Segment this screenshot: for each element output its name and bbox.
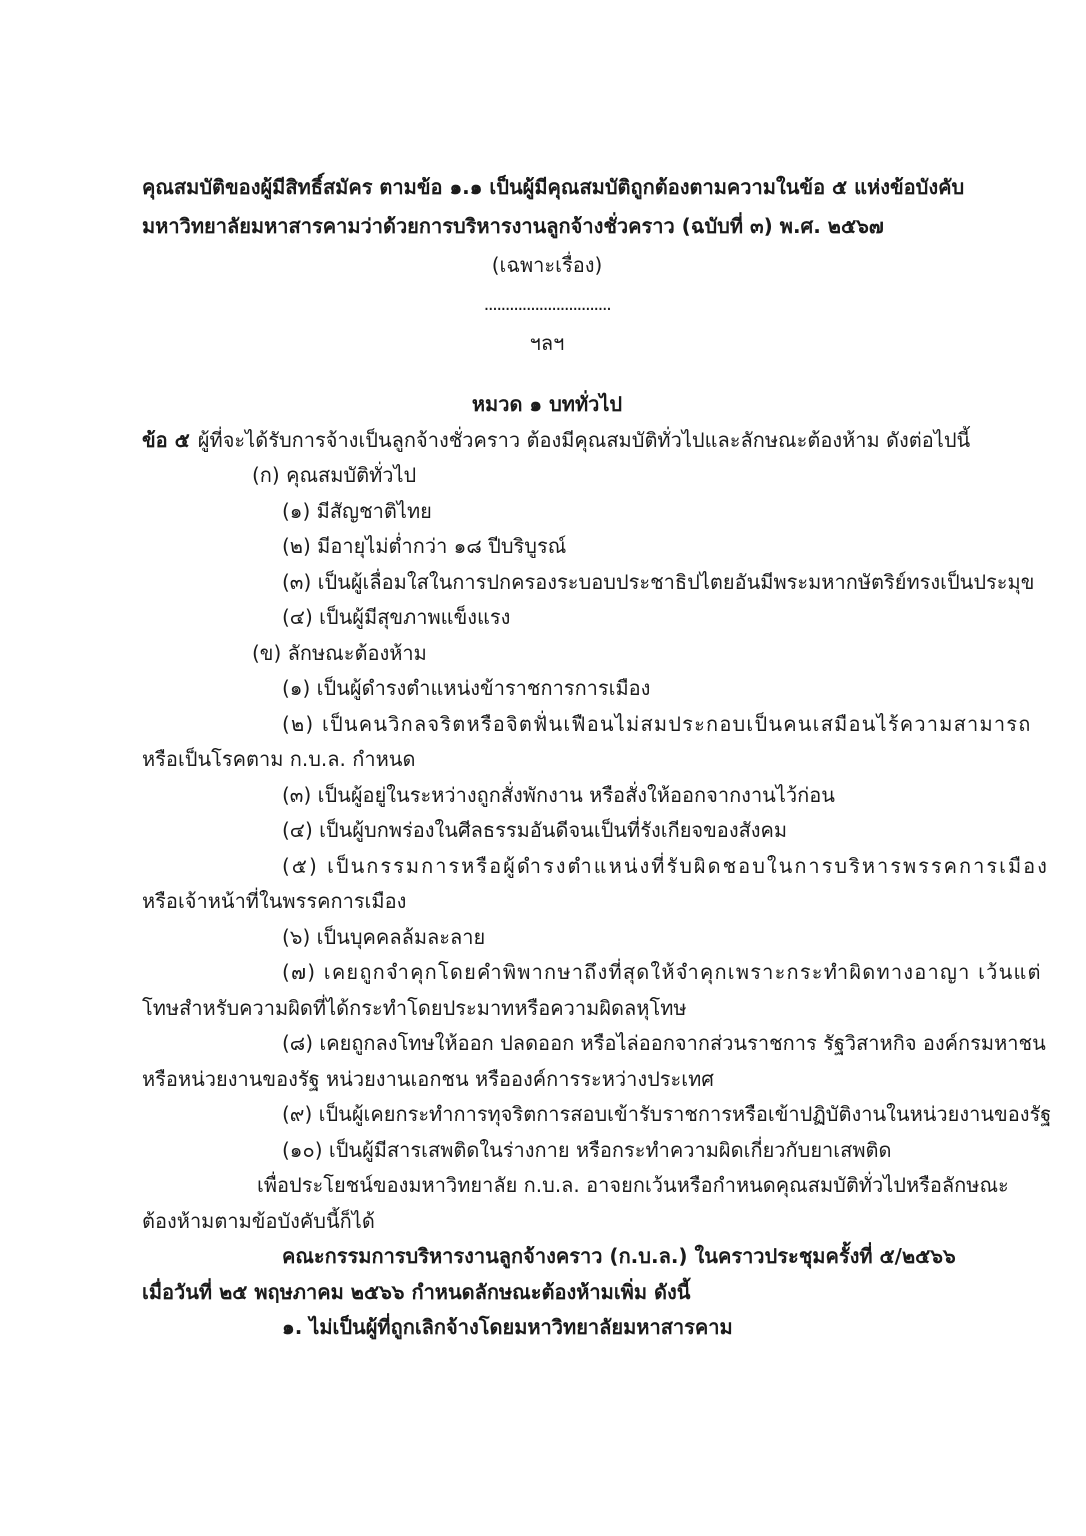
additional-prohibition-1: ๑. ไม่เป็นผู้ที่ถูกเลิกจ้างโดยมหาวิทยาลัยมหาสารคาม xyxy=(282,1315,733,1339)
clause-b-item-5: (๕) เป็นกรรมการหรือผู้ดำรงตำแหน่งที่รับผิดชอบในการบริหารพรรคการเมือง xyxy=(282,853,1049,878)
dotted-separator: .............................. xyxy=(483,294,611,315)
clause-b-item-8-cont: หรือหน่วยงานของรัฐ หน่วยงานเอกชน หรือองค์การระหว่างประเทศ xyxy=(142,1066,714,1091)
clause-b-item-4: (๔) เป็นผู้บกพร่องในศีลธรรมอันดีจนเป็นที่รังเกียจของสังคม xyxy=(282,818,788,842)
clause-b-item-7: (๗) เคยถูกจำคุกโดยคำพิพากษาถึงที่สุดให้จำคุกเพราะกระทำผิดทางอาญา เว้นแต่ xyxy=(282,960,1042,984)
document-header xyxy=(142,168,965,363)
clause-a-item-2: (๒) มีอายุไม่ต่ำกว่า ๑๘ ปีบริบูรณ์ xyxy=(282,534,567,558)
clause-5-line xyxy=(142,423,971,459)
clause-b-item-2-cont: หรือเป็นโรคตาม ก.บ.ล. กำหนด xyxy=(142,747,416,771)
clause-b-item-9: (๙) เป็นผู้เคยกระทำการทุจริตการสอบเข้ารับราชการหรือเข้าปฏิบัติงานในหน่วยงานของรัฐ xyxy=(282,1102,1052,1126)
clause-b-item-7-cont: โทษสำหรับความผิดที่ได้กระทำโดยประมาทหรือความผิดลหุโทษ xyxy=(142,995,687,1020)
header-line-2: มหาวิทยาลัยมหาสารคามว่าด้วยการบริหารงานลูกจ้างชั่วคราว (ฉบับที่ ๓) พ.ศ. ๒๕๖๗ xyxy=(142,214,884,238)
spacer xyxy=(142,363,952,387)
clause-b-item-1: (๑) เป็นผู้ดำรงตำแหน่งข้าราชการการเมือง xyxy=(282,676,651,700)
scope-note: (เฉพาะเรื่อง) xyxy=(491,253,603,277)
clause-5-text: ผู้ที่จะได้รับการจ้างเป็นลูกจ้างชั่วคราว ต้องมีคุณสมบัติทั่วไปและลักษณะต้องห้าม ดังต่อไปนี้ xyxy=(197,427,971,452)
clause-b-item-5-cont: หรือเจ้าหน้าที่ในพรรคการเมือง xyxy=(142,889,407,913)
clause-b-item-2: (๒) เป็นคนวิกลจริตหรือจิตฟั่นเฟือนไม่สมประกอบเป็นคนเสมือนไร้ความสามารถ xyxy=(282,711,1032,736)
header-line-1: คุณสมบัติของผู้มีสิทธิ์สมัคร ตามข้อ ๑.๑ เป็นผู้มีคุณสมบัติถูกต้องตามความในข้อ ๕ แห่งข้อบังคับ xyxy=(142,175,965,199)
clause-b-item-6: (๖) เป็นบุคคลล้มละลาย xyxy=(282,924,486,949)
clause-b-item-10: (๑๐) เป็นผู้มีสารเสพติดในร่างกาย หรือกระทำความผิดเกี่ยวกับยาเสพติด xyxy=(282,1137,892,1162)
committee-resolution-cont: เมื่อวันที่ ๒๕ พฤษภาคม ๒๕๖๖ กำหนดลักษณะต้องห้ามเพิ่ม ดังนี้ xyxy=(142,1279,691,1304)
clause-a-item-1: (๑) มีสัญชาติไทย xyxy=(282,498,432,523)
clause-b-item-8: (๘) เคยถูกลงโทษให้ออก ปลดออก หรือไล่ออกจากส่วนราชการ รัฐวิสาหกิจ องค์กรมหาชน xyxy=(282,1031,1046,1055)
clause-a-heading: (ก) คุณสมบัติทั่วไป xyxy=(252,463,417,487)
chapter-title: หมวด ๑ บททั่วไป xyxy=(471,392,623,416)
et-cetera-mark: ฯลฯ xyxy=(529,331,565,355)
clause-b-item-3: (๓) เป็นผู้อยู่ในระหว่างถูกสั่งพักงาน หรือสั่งให้ออกจากงานไว้ก่อน xyxy=(282,782,835,807)
clause-a-item-3: (๓) เป็นผู้เลื่อมใสในการปกครองระบอบประชาธิปไตยอันมีพระมหากษัตริย์ทรงเป็นประมุข xyxy=(282,569,1035,594)
clause-a-item-4: (๔) เป็นผู้มีสุขภาพแข็งแรง xyxy=(282,605,511,629)
exemption-paragraph-cont: ต้องห้ามตามข้อบังคับนี้ก็ได้ xyxy=(142,1208,375,1233)
clause-b-heading: (ข) ลักษณะต้องห้าม xyxy=(252,640,427,665)
committee-resolution-line: คณะกรรมการบริหารงานลูกจ้างคราว (ก.บ.ล.) ในคราวประชุมครั้งที่ ๕/๒๕๖๖ xyxy=(282,1244,956,1268)
clause-5-label: ข้อ ๕ xyxy=(142,427,190,452)
exemption-paragraph: เพื่อประโยชน์ของมหาวิทยาลัย ก.บ.ล. อาจยกเว้นหรือกำหนดคุณสมบัติทั่วไปหรือลักษณะ xyxy=(257,1173,1009,1197)
